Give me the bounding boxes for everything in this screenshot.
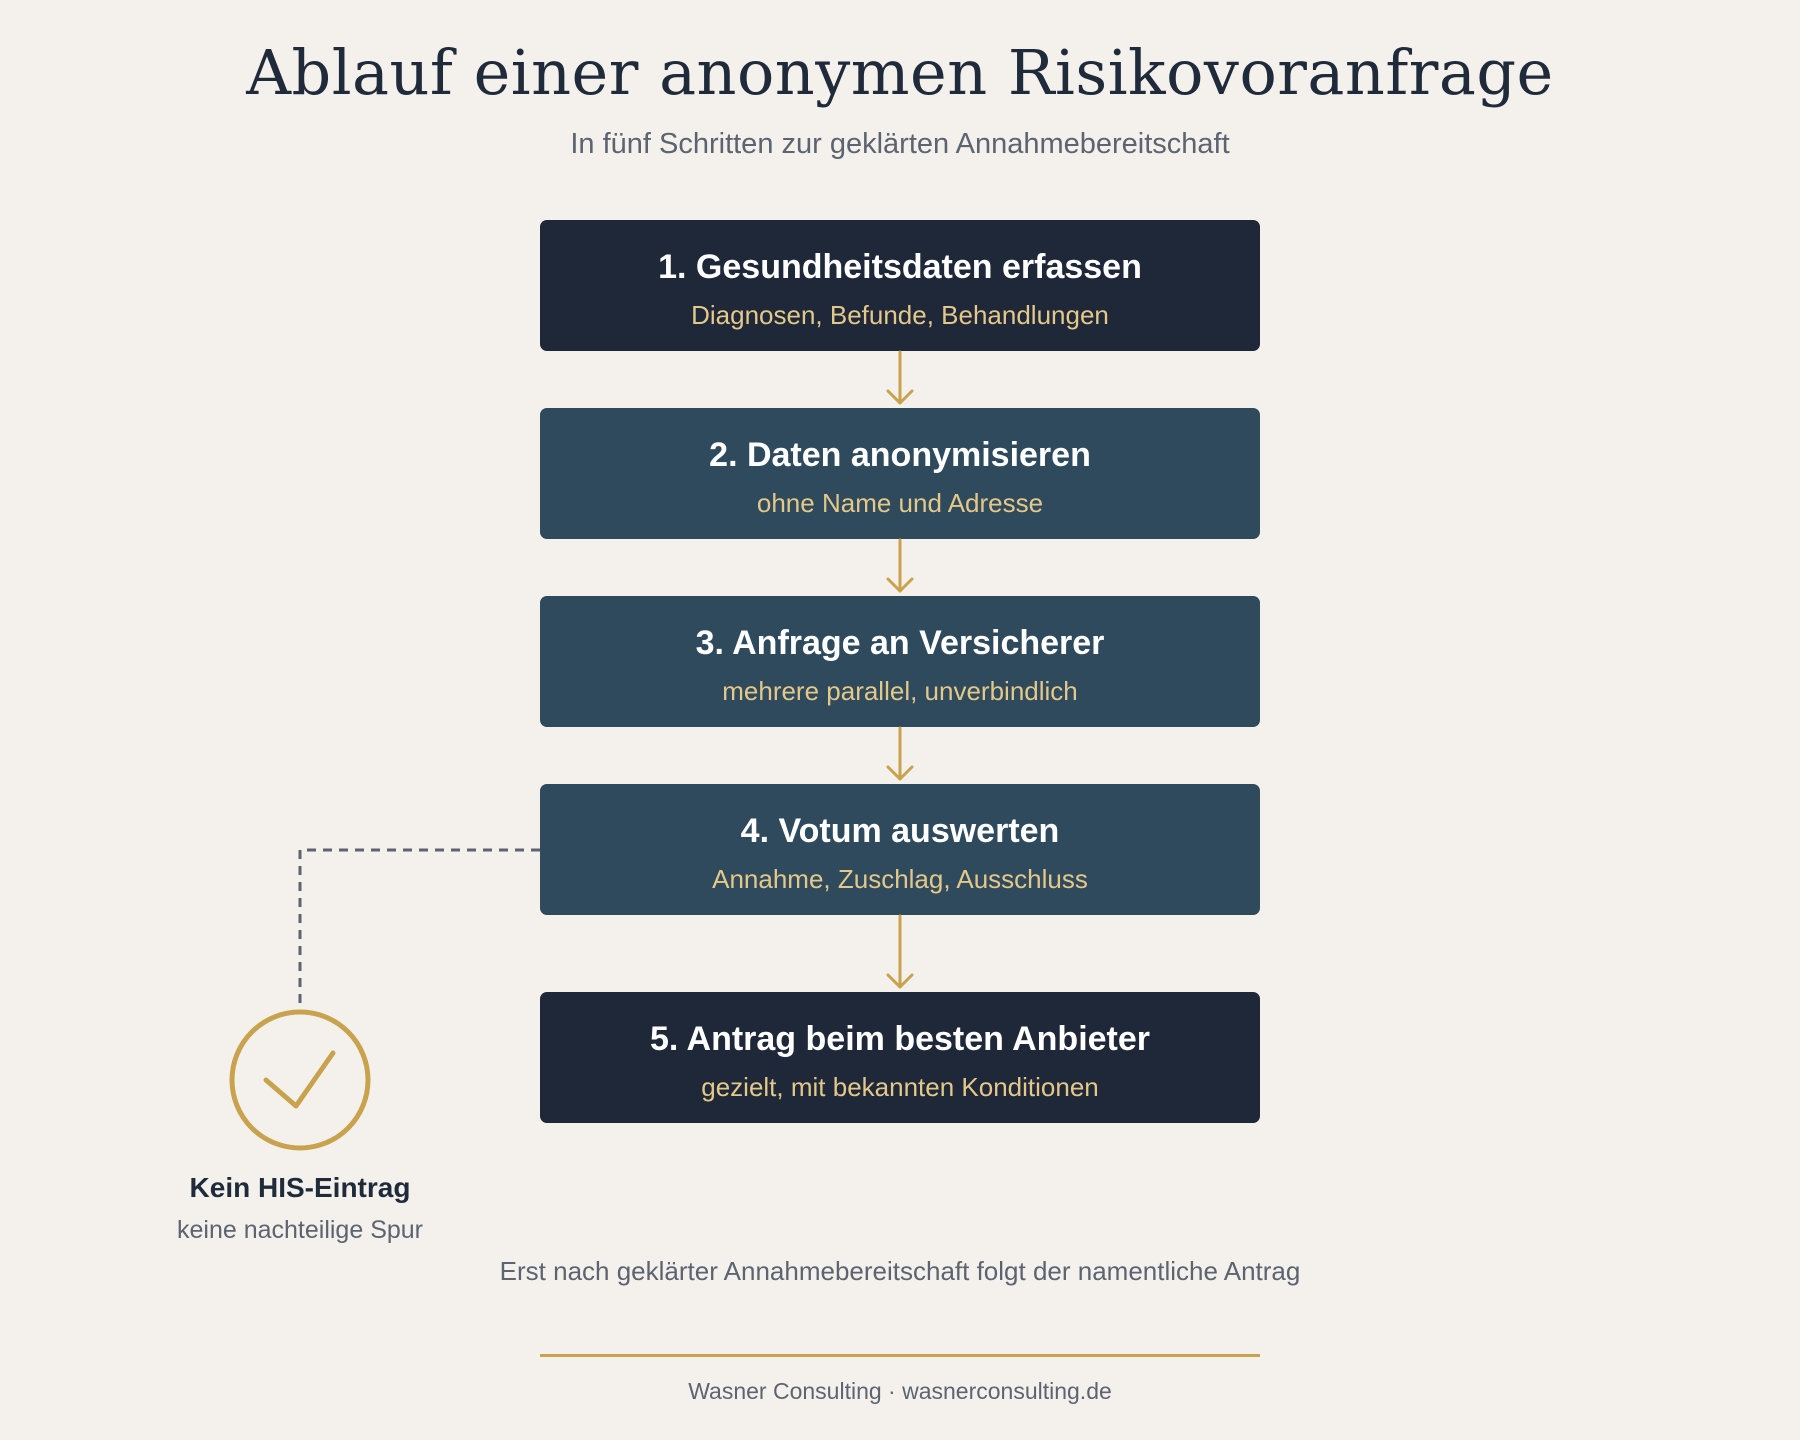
arrow-4-5: [888, 916, 912, 987]
step-2-title: 2. Daten anonymisieren: [709, 436, 1091, 474]
check-circle-icon: [232, 1012, 368, 1148]
step-1-title: 1. Gesundheitsdaten erfassen: [658, 248, 1142, 286]
page-subtitle: In fünf Schritten zur geklärten Annahmebereitschaft: [570, 128, 1230, 160]
side-note-subtitle: keine nachteilige Spur: [177, 1216, 423, 1244]
step-5-title: 5. Antrag beim besten Anbieter: [649, 1020, 1151, 1058]
footer-text: Wasner Consulting · wasnerconsulting.de: [688, 1378, 1112, 1404]
arrow-1-2: [888, 352, 912, 403]
footer-divider: [540, 1354, 1260, 1357]
step-4-title: 4. Votum auswerten: [740, 812, 1060, 850]
step-5-subtitle: gezielt, mit bekannten Konditionen: [701, 1072, 1099, 1102]
page-title: Ablauf einer anonymen Risikovoranfrage: [246, 36, 1554, 109]
step-2-subtitle: ohne Name und Adresse: [756, 488, 1044, 518]
arrow-2-3: [888, 540, 912, 591]
step-4-subtitle: Annahme, Zuschlag, Ausschluss: [712, 864, 1088, 894]
step-3-subtitle: mehrere parallel, unverbindlich: [722, 676, 1078, 706]
step-1-subtitle: Diagnosen, Befunde, Behandlungen: [691, 300, 1109, 330]
bottom-note: Erst nach geklärter Annahmebereitschaft folgt der namentliche Antrag: [499, 1256, 1301, 1286]
step-3-title: 3. Anfrage an Versicherer: [695, 624, 1105, 662]
arrow-3-4: [888, 728, 912, 779]
side-note-title: Kein HIS-Eintrag: [189, 1172, 411, 1203]
branch-connector: [300, 850, 540, 1036]
